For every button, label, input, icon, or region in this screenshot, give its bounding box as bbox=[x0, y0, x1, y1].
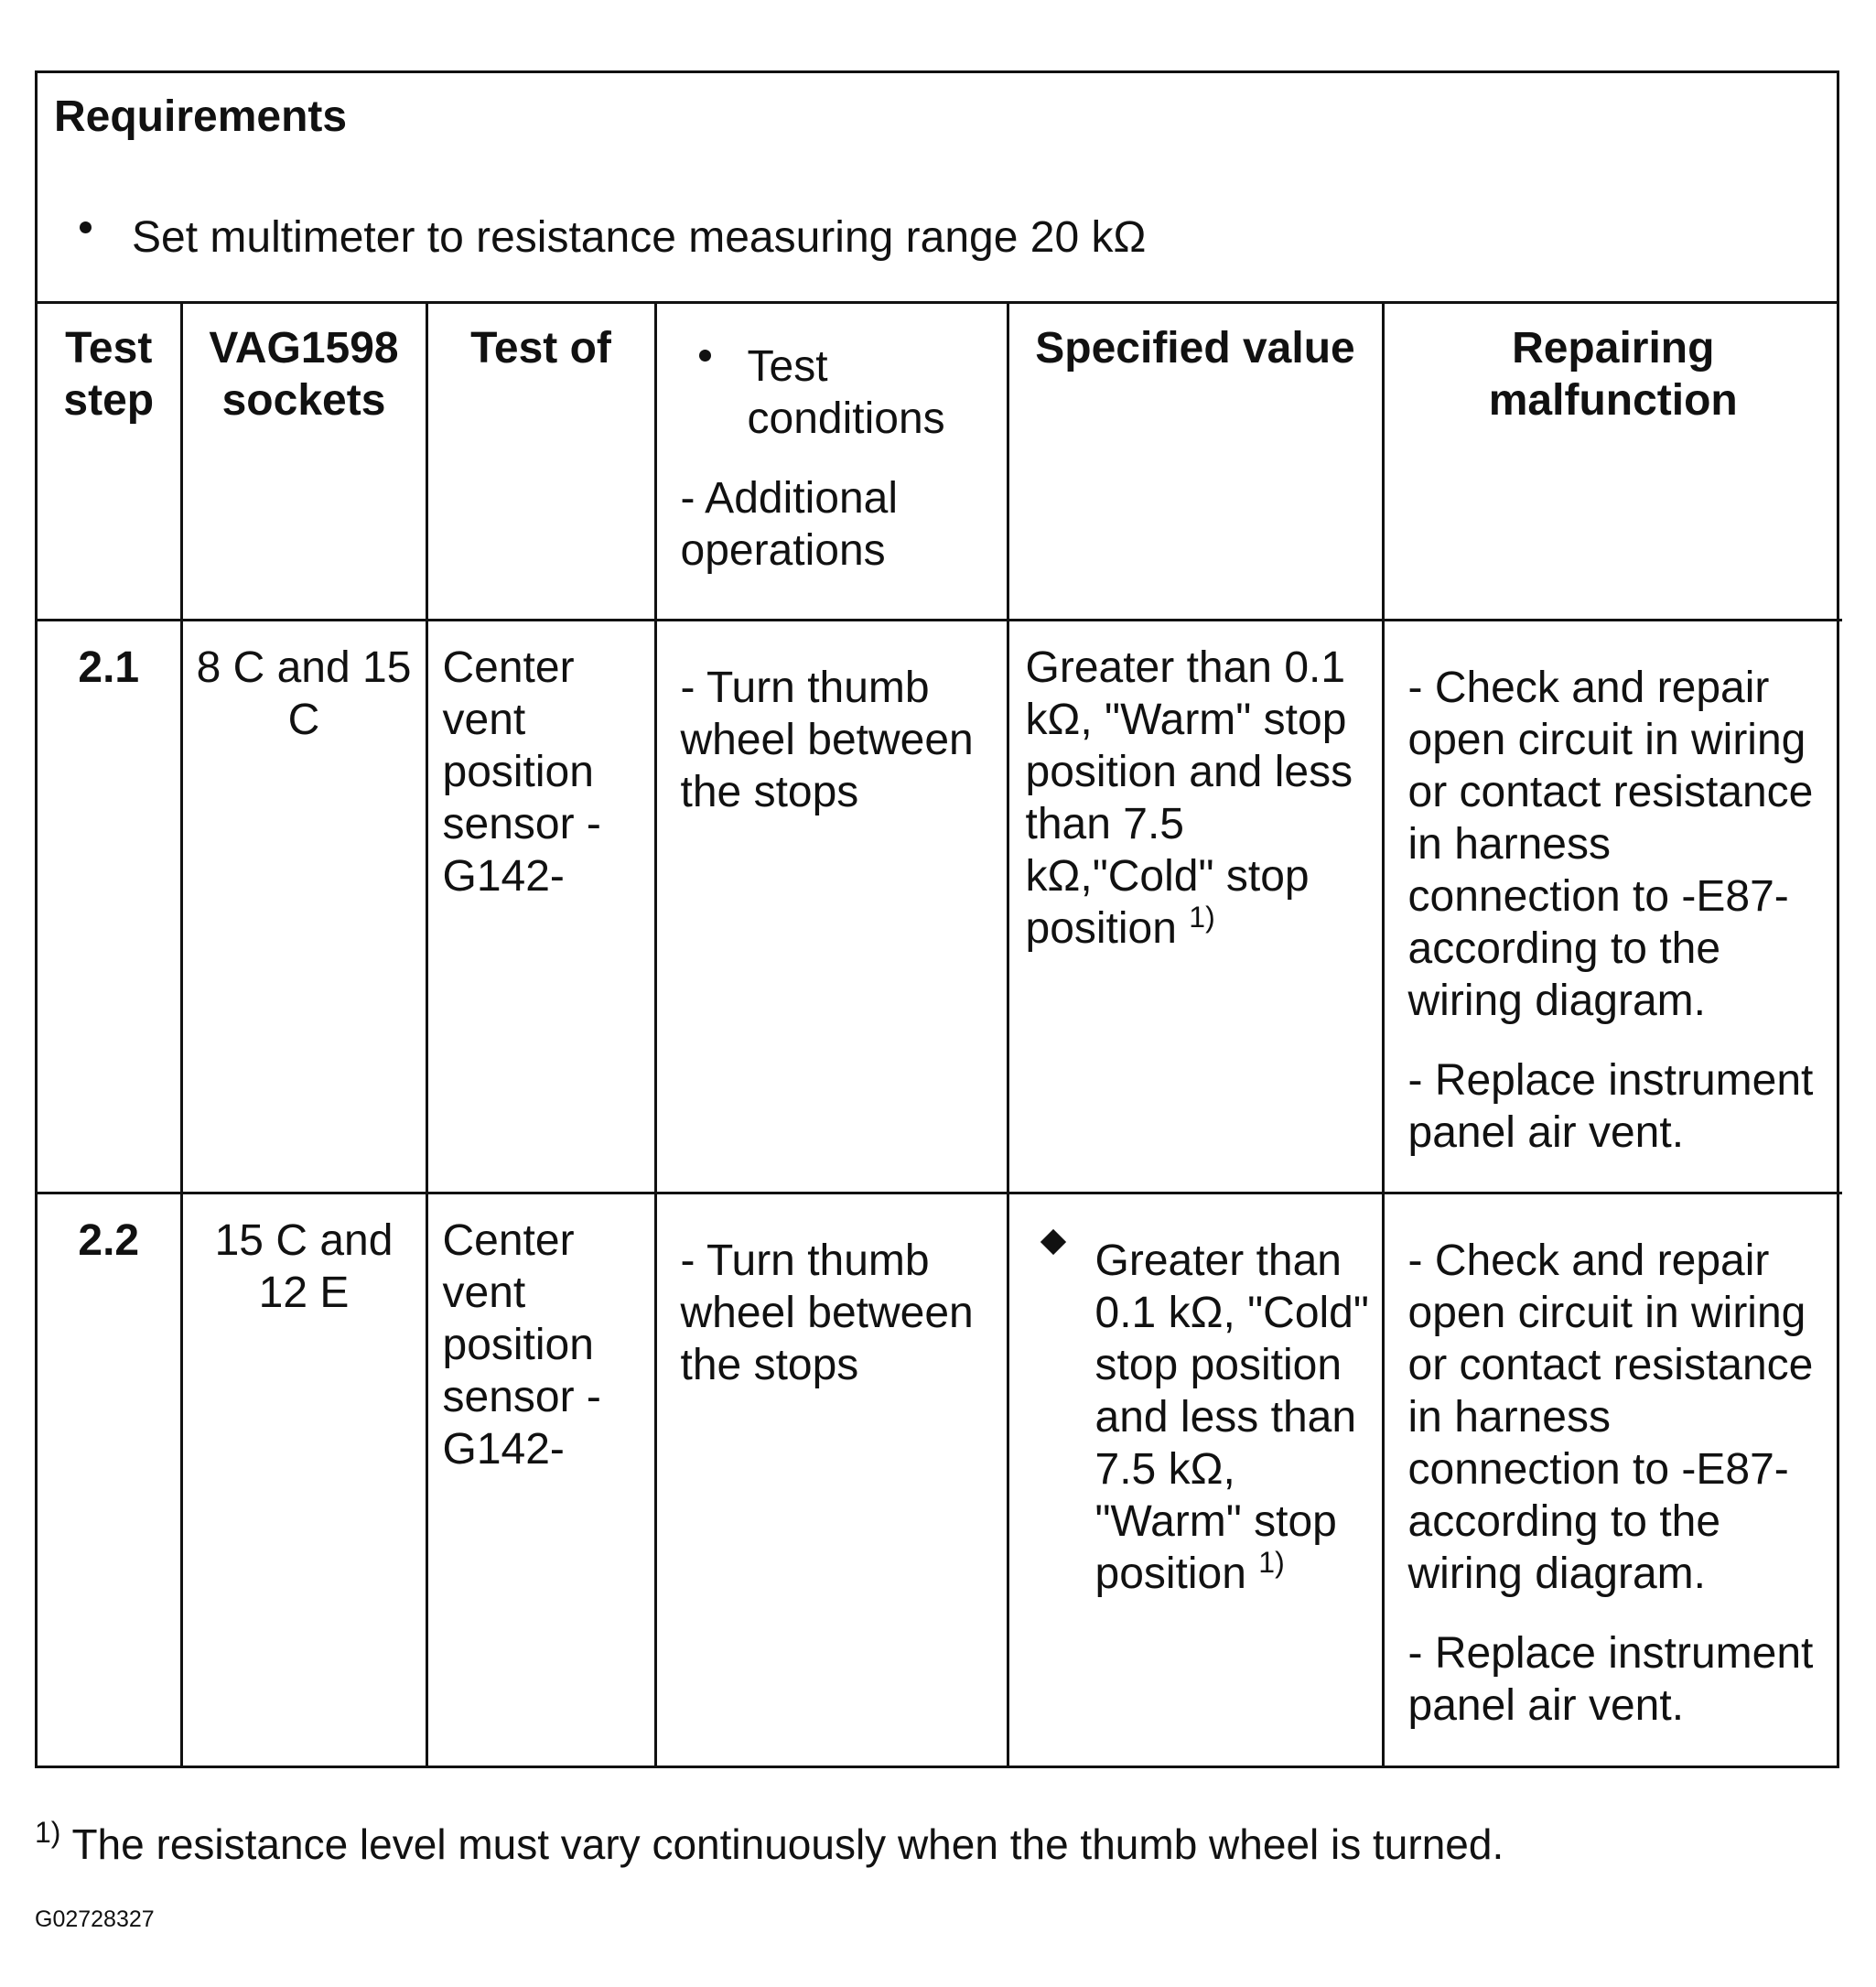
cell-condition: - Turn thumb wheel between the stops bbox=[655, 620, 1008, 1193]
cell-test-step: 2.1 bbox=[38, 620, 181, 1193]
test-table bbox=[38, 304, 1842, 1766]
requirements-title: Requirements bbox=[54, 92, 348, 141]
cell-sockets: 15 C and 12 E bbox=[181, 1193, 426, 1766]
requirements-section bbox=[38, 73, 1837, 304]
cell-test-of: Center vent position sensor -G142- bbox=[426, 1193, 655, 1766]
repair-step: - Replace instrument panel air vent. bbox=[1407, 1628, 1814, 1730]
header-sockets: VAG1598 sockets bbox=[181, 304, 426, 620]
header-specified-value: Specified value bbox=[1008, 304, 1383, 620]
cell-condition: - Turn thumb wheel between the stops bbox=[655, 1193, 1008, 1766]
bullet-icon bbox=[80, 221, 92, 233]
cell-test-of: Center vent position sensor -G142- bbox=[426, 620, 655, 1193]
header-additional-operations: - Additional operations bbox=[680, 474, 898, 575]
specified-value-item bbox=[1026, 1215, 1373, 1600]
specified-value-block bbox=[1095, 1215, 1373, 1600]
cell-repair bbox=[1383, 620, 1842, 1193]
requirements-item-text: Set multimeter to resistance measuring range 20 kΩ bbox=[132, 213, 1147, 262]
footnote bbox=[35, 1816, 1504, 1869]
cell-specified-value bbox=[1008, 620, 1383, 1193]
table-row bbox=[38, 1193, 1842, 1766]
header-repairing-malfunction: Repairing malfunction bbox=[1383, 304, 1842, 620]
header-conditions-bullet-line bbox=[681, 340, 994, 445]
header-conditions-text: Test conditions bbox=[747, 342, 945, 443]
footnote-mark: 1) bbox=[35, 1816, 61, 1849]
repair-step: - Check and repair open circuit in wiring or contact resistance in harness connection to -E87- according to the wiring diagram. bbox=[1407, 663, 1814, 1025]
footnote-text: The resistance level must vary continuously when the thumb wheel is turned. bbox=[71, 1820, 1504, 1868]
table-row bbox=[38, 620, 1842, 1193]
diamond-bullet-icon bbox=[1040, 1228, 1065, 1254]
cell-specified-value bbox=[1008, 1193, 1383, 1766]
footnote-reference: 1) bbox=[1189, 900, 1215, 934]
table-header-row bbox=[38, 304, 1842, 620]
repair-step: - Check and repair open circuit in wiring or contact resistance in harness connection to -E87- according to the wiring diagram. bbox=[1407, 1236, 1814, 1598]
footnote-reference: 1) bbox=[1258, 1545, 1285, 1579]
specified-value-text: Greater than 0.1 kΩ, "Warm" stop position and less than 7.5 kΩ,"Cold" stop position bbox=[1025, 643, 1353, 953]
requirements-item bbox=[80, 212, 1146, 263]
bullet-icon bbox=[699, 350, 711, 362]
specified-value-text: Greater than 0.1 kΩ, "Cold" stop position and less than 7.5 kΩ, "Warm" stop position bbox=[1094, 1236, 1369, 1598]
cell-repair bbox=[1383, 1193, 1842, 1766]
header-test-step: Test step bbox=[63, 324, 155, 425]
cell-test-step: 2.2 bbox=[38, 1193, 181, 1766]
header-test-of: Test of bbox=[426, 304, 655, 620]
cell-sockets: 8 C and 15 C bbox=[181, 620, 426, 1193]
figure-id: G02728327 bbox=[35, 1906, 155, 1932]
repair-step: - Replace instrument panel air vent. bbox=[1407, 1055, 1814, 1157]
test-table-frame bbox=[35, 70, 1839, 1768]
header-test-conditions bbox=[655, 304, 1008, 620]
